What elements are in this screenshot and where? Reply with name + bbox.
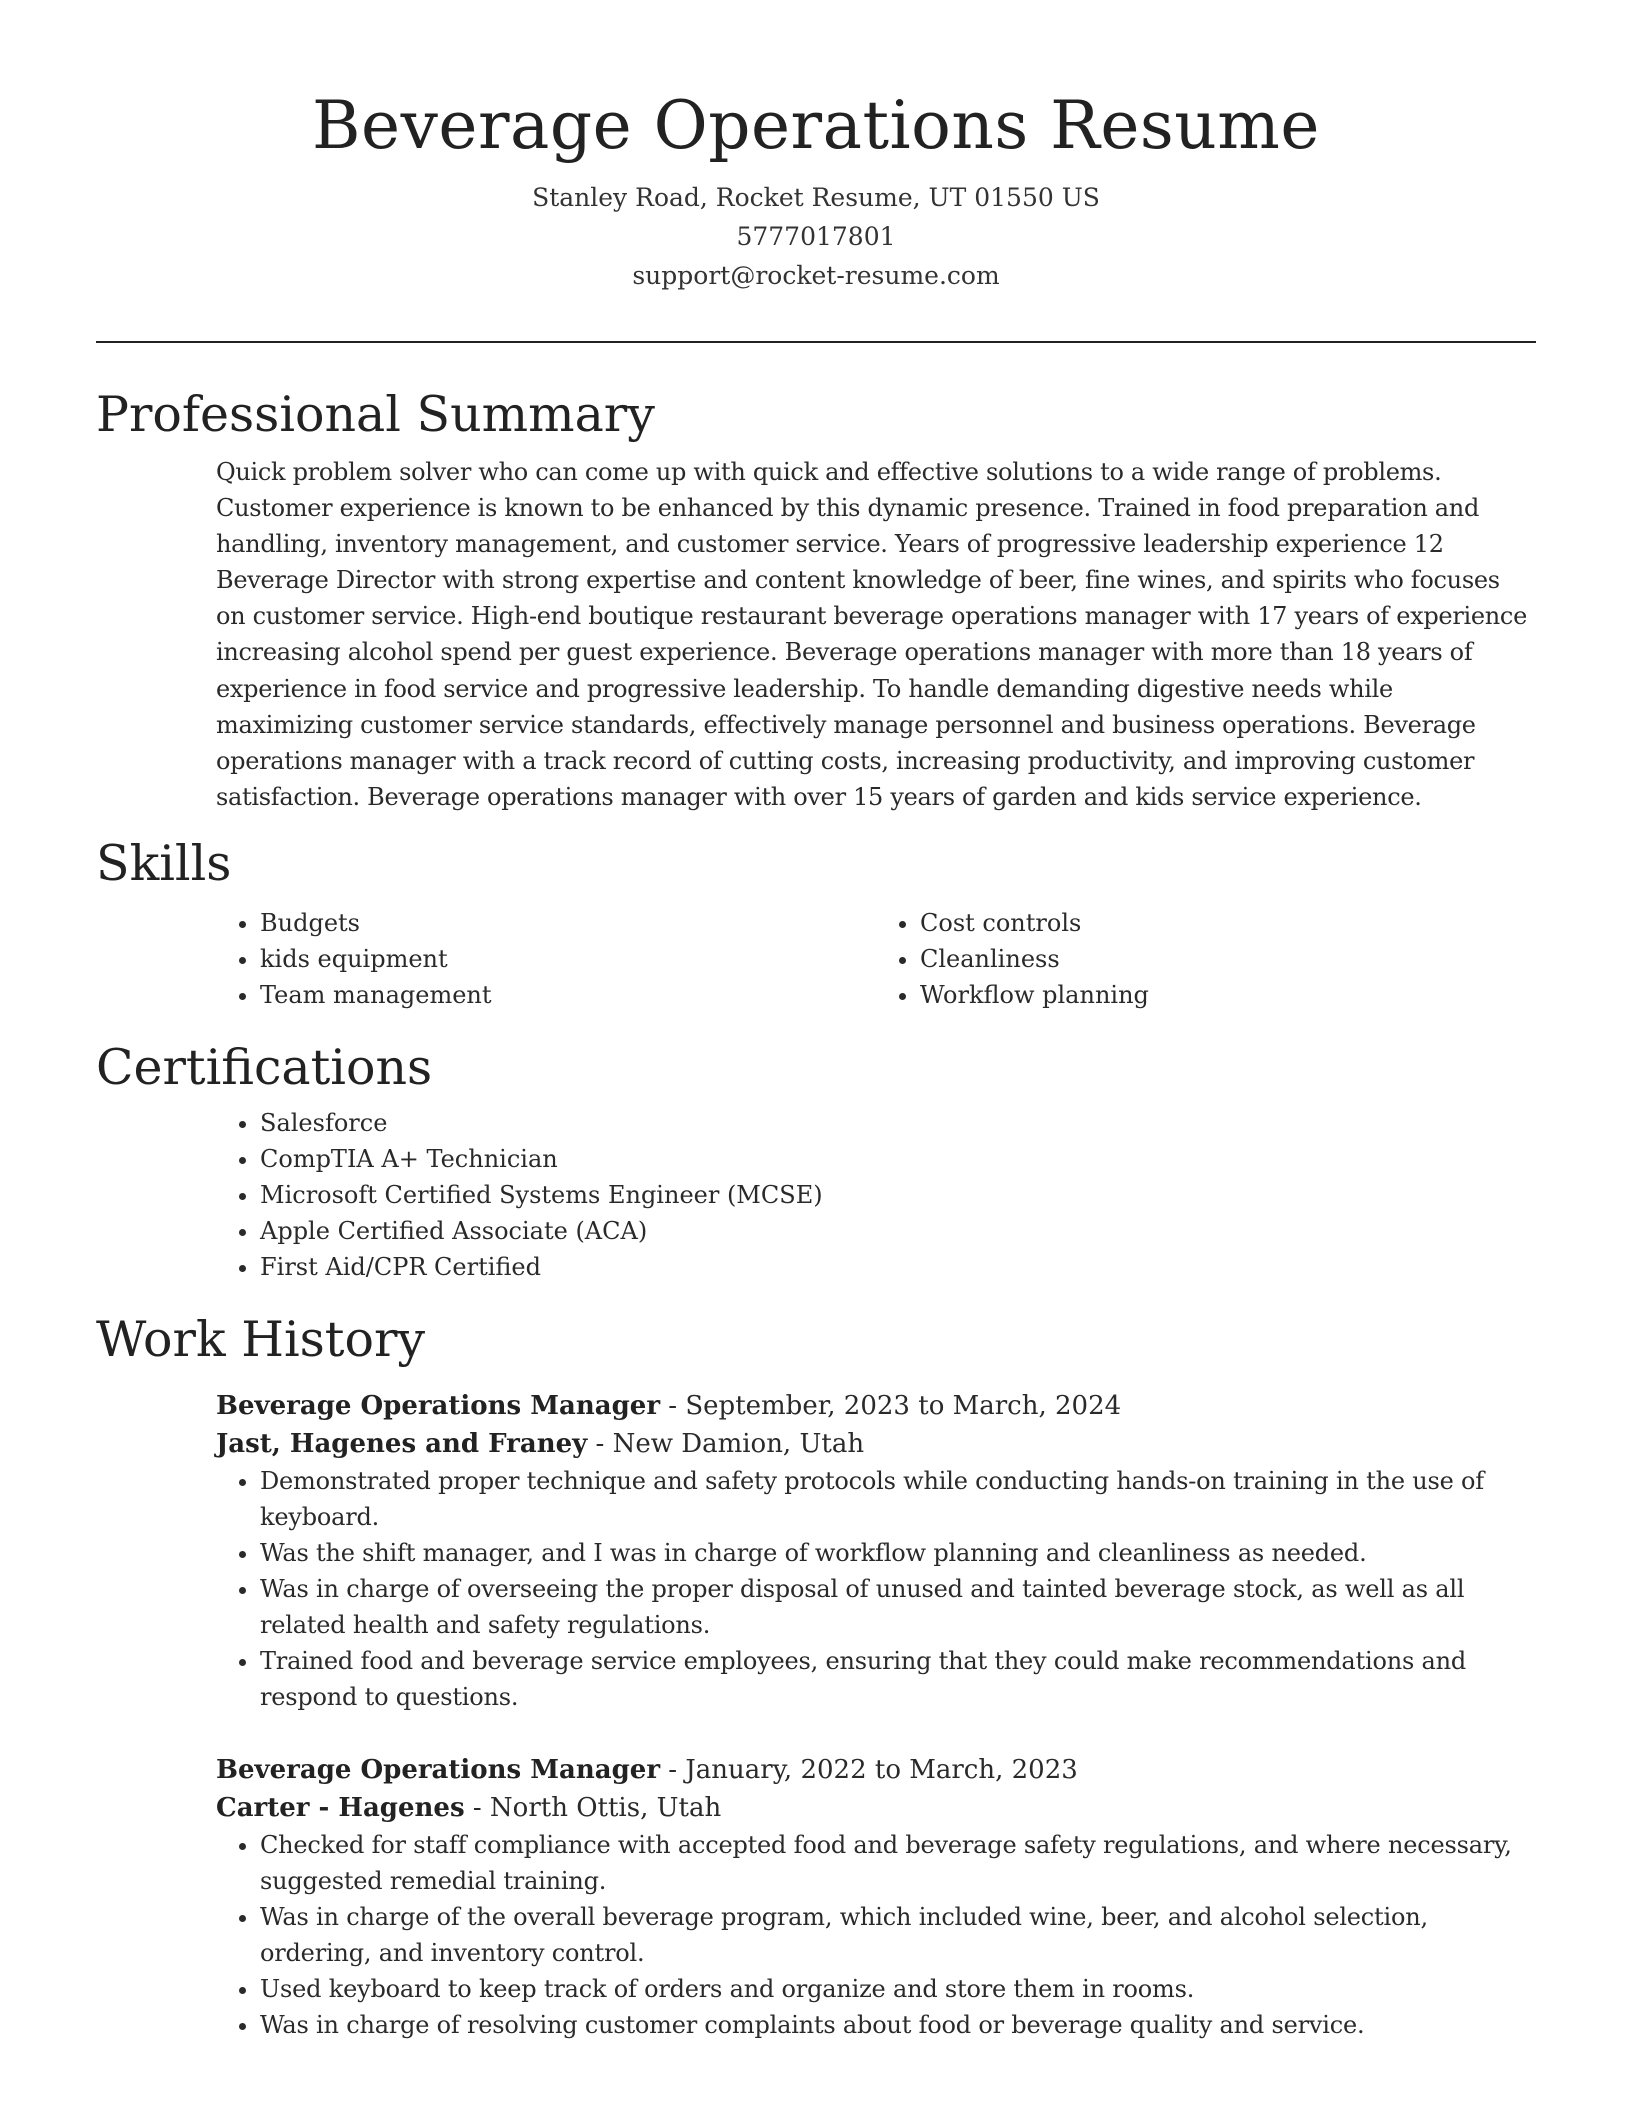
certification-item: • Salesforce xyxy=(260,1105,1536,1141)
phone-number: 5777017801 xyxy=(736,222,896,251)
job-dates: - January, 2022 to March, 2023 xyxy=(660,1754,1078,1785)
job-duty-item: • Demonstrated proper technique and safety protocols while conducting hands-on training in the use of keyboard. xyxy=(260,1463,1536,1535)
resume-title: Beverage Operations Resume xyxy=(312,87,1320,164)
job-title-line xyxy=(216,1751,1536,1789)
work-history-heading: Work History xyxy=(96,1310,426,1368)
skill-item: • Cost controls xyxy=(920,905,1536,941)
job-duty-item: • Was in charge of overseeing the proper disposal of unused and tainted beverage stock, as well as all related health and safety regulations. xyxy=(260,1571,1536,1643)
work-history-section xyxy=(96,1303,1536,2043)
certification-item: • Microsoft Certified Systems Engineer (MCSE) xyxy=(260,1177,1536,1213)
skills-list-left xyxy=(216,905,876,1013)
job-duty-item: • Was the shift manager, and I was in charge of workflow planning and cleanliness as needed. xyxy=(260,1535,1536,1571)
skill-item: • kids equipment xyxy=(260,941,876,977)
job-duty-item: • Used keyboard to keep track of orders and organize and store them in rooms. xyxy=(260,1971,1536,2007)
job-location: - North Ottis, Utah xyxy=(464,1792,722,1823)
job-duty-item: • Checked for staff compliance with accepted food and beverage safety regulations, and where necessary, suggested remedial training. xyxy=(260,1827,1536,1899)
job-role: Beverage Operations Manager xyxy=(216,1390,661,1421)
job-location: - New Damion, Utah xyxy=(587,1428,865,1459)
header-divider xyxy=(96,341,1536,343)
skills-grid xyxy=(216,905,1536,1013)
email-address: support@rocket-resume.com xyxy=(632,261,1000,290)
job-role: Beverage Operations Manager xyxy=(216,1754,661,1785)
skill-item: • Workflow planning xyxy=(920,977,1536,1013)
job-company-line xyxy=(216,1425,1536,1463)
skill-item: • Cleanliness xyxy=(920,941,1536,977)
certification-item: • First Aid/CPR Certified xyxy=(260,1249,1536,1285)
job-company: Carter - Hagenes xyxy=(216,1792,465,1823)
skill-item: • Budgets xyxy=(260,905,876,941)
resume-header xyxy=(0,0,1632,295)
skills-heading: Skills xyxy=(96,834,232,892)
skills-section xyxy=(96,827,1536,1013)
certifications-heading: Certifications xyxy=(96,1038,433,1096)
job-duties-list xyxy=(216,1827,1536,2043)
job-entry xyxy=(216,1387,1536,1715)
address: Stanley Road, Rocket Resume, UT 01550 US xyxy=(532,183,1100,212)
job-duty-item: • Trained food and beverage service employees, ensuring that they could make recommendations and respond to questions. xyxy=(260,1643,1536,1715)
job-company-line xyxy=(216,1789,1536,1827)
job-dates: - September, 2023 to March, 2024 xyxy=(660,1390,1122,1421)
skill-item: • Team management xyxy=(260,977,876,1013)
job-company: Jast, Hagenes and Franey xyxy=(216,1428,588,1459)
resume-content xyxy=(96,378,1536,2043)
certification-item: • CompTIA A+ Technician xyxy=(260,1141,1536,1177)
certifications-list xyxy=(216,1105,1536,1285)
job-title-line xyxy=(216,1387,1536,1425)
summary-section xyxy=(96,378,1536,815)
certifications-section xyxy=(96,1031,1536,1285)
certification-item: • Apple Certified Associate (ACA) xyxy=(260,1213,1536,1249)
summary-text: Quick problem solver who can come up with quick and effective solutions to a wide range of problems. Customer experience is known to be enhanced by this dynamic presence. Trained in food preparation and handling, inventory management, and customer service. Years of progressive leadership experience 12 Beverage Director with strong expertise and content knowledge of beer, fine wines, and spirits who focuses on customer service. High-end boutique restaurant beverage operations manager with 17 years of experience increasing alcohol spend per guest experience. Beverage operations manager with more than 18 years of experience in food service and progressive leadership. To handle demanding digestive needs while maximizing customer service standards, effectively manage personnel and business operations. Beverage operations manager with a track record of cutting costs, increasing productivity, and improving customer satisfaction. Beverage operations manager with over 15 years of garden and kids service experience. xyxy=(216,458,1527,811)
summary-heading: Professional Summary xyxy=(96,386,655,443)
job-duties-list xyxy=(216,1463,1536,1715)
job-duty-item: • Was in charge of the overall beverage program, which included wine, beer, and alcohol selection, ordering, and inventory control. xyxy=(260,1899,1536,1971)
contact-info xyxy=(0,178,1632,295)
job-entry xyxy=(216,1751,1536,2043)
skills-list-right xyxy=(876,905,1536,1013)
job-duty-item: • Was in charge of resolving customer complaints about food or beverage quality and service. xyxy=(260,2007,1536,2043)
